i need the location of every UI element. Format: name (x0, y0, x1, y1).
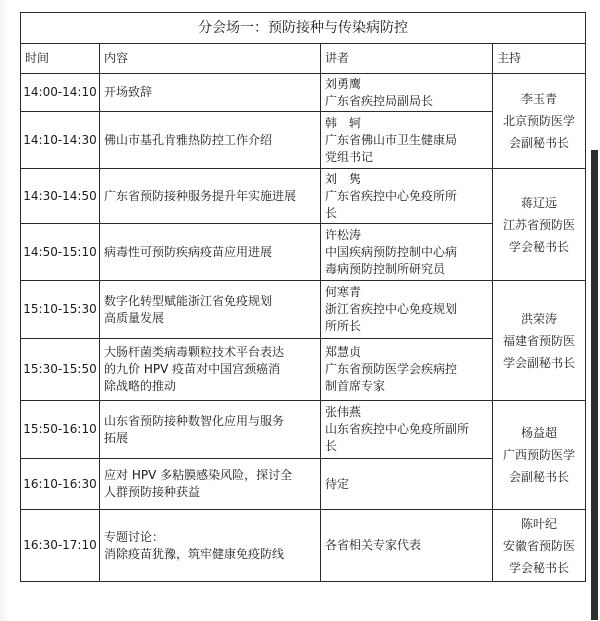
speaker-cell (321, 74, 493, 112)
content-cell (100, 112, 321, 169)
time-cell: 15:30-15:50 (21, 339, 100, 401)
text-line: 广东省佛山市卫生健康局 (325, 132, 458, 147)
speaker-cell (321, 112, 493, 169)
content-cell (100, 224, 321, 281)
text-line: 郑慧贞 (325, 345, 362, 359)
session-title: 分会场一：预防接种与传染病防控 (21, 13, 586, 44)
text-line: 浙江省疾控中心免疫规划 (325, 302, 458, 316)
text-line: 大肠杆菌类病毒颗粒技术平台表达 (104, 345, 285, 359)
speaker-cell (321, 510, 493, 582)
text-line: 李玉青 (520, 92, 557, 106)
text-line: 开场致辞 (104, 85, 153, 99)
text-line: 广西预防医学 (502, 448, 575, 462)
speaker-cell (321, 224, 493, 281)
text-line: 病毒性可预防疾病疫苗应用进展 (104, 244, 273, 259)
header-content: 内容 (100, 44, 321, 74)
text-line: 广东省预防接种服务提升年实施进展 (104, 188, 297, 203)
text-line: 应对 HPV 多粘膜感染风险，探讨全 (104, 468, 293, 482)
header-speaker: 讲者 (321, 44, 493, 74)
text-line: 广东省疾控局副局长 (325, 93, 434, 108)
text-line: 学会秘书长 (508, 560, 569, 575)
host-cell (493, 169, 586, 281)
time-cell: 16:30-17:10 (21, 510, 100, 582)
scan-edge-shadow (0, 0, 8, 621)
speaker-cell (321, 169, 493, 224)
time-cell: 16:10-16:30 (21, 459, 100, 510)
host-cell (493, 401, 586, 510)
text-line: 刘勇鹰 (325, 76, 362, 91)
title-row (21, 13, 586, 44)
text-line: 何寒青 (325, 285, 362, 299)
text-line: 蒋辽远 (520, 195, 557, 210)
text-line: 专题讨论： (104, 529, 165, 544)
text-line: 人群预防接种获益 (104, 485, 201, 499)
table-row (21, 401, 586, 459)
speaker-cell (321, 459, 493, 510)
text-line: 福建省预防医 (502, 333, 575, 348)
text-line: 党组书记 (325, 149, 374, 164)
table-row (21, 74, 586, 112)
text-line: 学会副秘书长 (502, 355, 575, 370)
text-line: 数字化转型赋能浙江省免疫规划 (104, 293, 273, 308)
text-line: 北京预防医学 (502, 114, 575, 128)
text-line: 许松涛 (325, 227, 362, 242)
speaker-cell (321, 339, 493, 401)
text-line: 拓展 (104, 430, 129, 445)
table-row (21, 281, 586, 339)
text-line: 会副秘书长 (508, 470, 569, 484)
text-line: 会副秘书长 (508, 136, 569, 150)
content-cell (100, 281, 321, 339)
text-line: 消除疫苗犹豫，筑牢健康免疫防线 (104, 546, 285, 561)
host-cell (493, 281, 586, 401)
scan-edge-mark (591, 150, 598, 620)
time-cell: 14:50-15:10 (21, 224, 100, 281)
header-time: 时间 (21, 44, 100, 74)
text-line: 山东省疾控中心免疫所副所 (325, 422, 470, 436)
text-line: 广东省预防医学会疾病控 (325, 362, 458, 376)
text-line: 江苏省预防医 (502, 217, 575, 232)
content-cell (100, 459, 321, 510)
text-line: 山东省预防接种数智化应用与服务 (104, 413, 285, 428)
header-row (21, 44, 586, 74)
time-cell: 15:10-15:30 (21, 281, 100, 339)
table-row (21, 510, 586, 582)
text-line: 洪荣涛 (520, 311, 557, 326)
schedule-table (20, 12, 586, 582)
text-line: 陈叶纪 (520, 516, 557, 531)
text-line: 所所长 (325, 319, 362, 333)
text-line: 高质量发展 (104, 310, 165, 325)
text-line: 刘 隽 (325, 171, 362, 186)
speaker-cell (321, 281, 493, 339)
speaker-cell (321, 401, 493, 459)
time-cell: 15:50-16:10 (21, 401, 100, 459)
time-cell: 14:10-14:30 (21, 112, 100, 169)
content-cell (100, 510, 321, 582)
text-line: 制首席专家 (325, 379, 386, 393)
host-cell (493, 510, 586, 582)
time-cell: 14:00-14:10 (21, 74, 100, 112)
host-cell (493, 74, 586, 169)
content-cell (100, 74, 321, 112)
text-line: 佛山市基孔肯雅热防控工作介绍 (104, 132, 273, 147)
text-line: 张伟燕 (325, 405, 362, 419)
text-line: 广东省疾控中心免疫所所 (325, 188, 458, 203)
content-cell (100, 339, 321, 401)
header-host: 主持 (493, 44, 586, 74)
text-line: 毒病预防控制所研究员 (325, 261, 446, 276)
text-line: 长 (325, 439, 338, 453)
content-cell (100, 401, 321, 459)
time-cell: 14:30-14:50 (21, 169, 100, 224)
text-line: 各省相关专家代表 (325, 538, 422, 552)
text-line: 除战略的推动 (104, 379, 177, 393)
content-cell (100, 169, 321, 224)
text-line: 的九价 HPV 疫苗对中国宫颈癌消 (104, 362, 281, 376)
text-line: 安徽省预防医 (502, 538, 575, 553)
text-line: 中国疾病预防控制中心病 (325, 244, 458, 259)
text-line: 待定 (325, 476, 350, 491)
text-line: 杨益超 (520, 426, 557, 440)
text-line: 学会秘书长 (508, 239, 569, 254)
text-line: 韩 轲 (325, 115, 362, 130)
table-row (21, 169, 586, 224)
text-line: 长 (325, 205, 338, 220)
